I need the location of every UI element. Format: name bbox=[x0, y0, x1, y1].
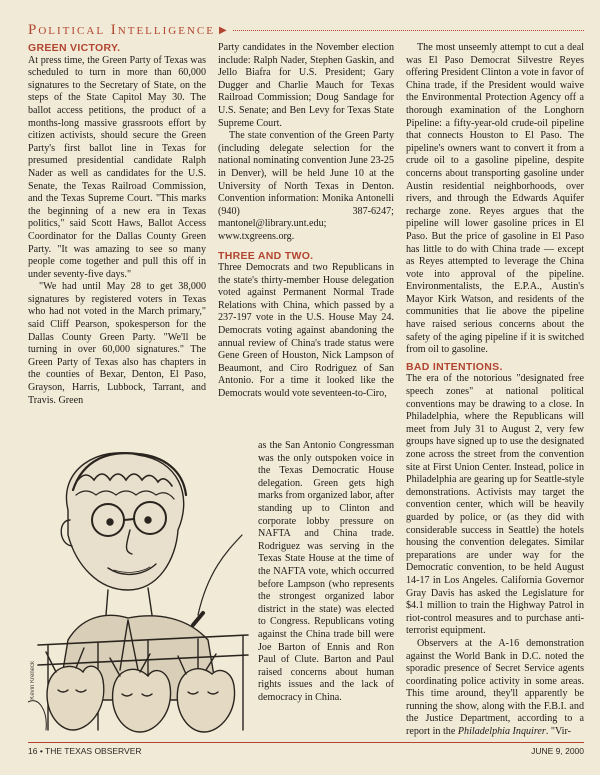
folio: 16 • THE TEXAS OBSERVER bbox=[28, 746, 142, 756]
paragraph: The state convention of the Green Party (including delegate selection for the national nominating convention June 23-25 in Denver), will be held June 10 at the University of North Texas in Denton. Convention information: Monika Antonelli (940) 387-6247; mantonel@library.unt.edu; www.txgreens.org. bbox=[218, 130, 394, 242]
caricature-illustration bbox=[28, 440, 254, 740]
column-3 bbox=[406, 42, 584, 739]
paragraph: as the San Antonio Congressman was the only outspoken voice in the Texas Democratic House delegation. Green gets high marks from organized labor, after standing up to Clinton and corporate lobby pressure on NAFTA and China trade. Rodriguez was serving in the Texas State House at the time of the NAFTA vote, which occurred before Lampson (who represents the strongest organized labor district in the state) was elected to Congress. Republicans voting against the China trade bill were Joe Barton of Ennis and Ron Paul of Clute. Barton and Paul raised concerns about human rights issues and the lack of democracy in China. bbox=[258, 440, 394, 703]
header-rule bbox=[233, 30, 584, 31]
paragraph-text: Observers at the A-16 demonstration against the World Bank in D.C. noted the sporadic presence of Secret Service agents coordinating police activity in some areas. This time around, they'll apparently be running the show, along with the F.B.I. and the Justice Department, according to a report in the bbox=[406, 637, 584, 738]
subhead-green-victory: GREEN VICTORY. bbox=[28, 42, 121, 54]
paragraph: At press time, the Green Party of Texas was scheduled to turn in more than 60,000 signatures to the Secretary of State, on the steps of the State Capitol May 30. The ballot access petitions, the product of a months-long massive grassroots effort by citizen activists, should secure the Green Party's first ballot line in Texas for presumed presidential candidate Ralph Nader as well as candidates for the U.S. Senate, the Texas Railroad Commission, and the Texas Supreme Court. "This marks the beginning of a new era in Texas politics," said Scott Haws, Ballot Access Coordinator for the Dallas County Green Party. "It was amazing to see so many people come together and pull this off in under seventy-five days." bbox=[28, 54, 206, 280]
page-footer bbox=[28, 742, 584, 756]
paragraph: "We had until May 28 to get 38,000 signatures by registered voters in Texas who had not voted in the March primary," said Cliff Pearson, spokesperson for the Dallas County Green Party. "We'll be turning in over 60,000 signatures." The Green Party of Texas also has chapters in the counties of Bexar, Denton, El Paso, Grayson, Harris, Lubbock, Tarrant, and Travis. Green bbox=[28, 281, 206, 406]
subhead-bad-intentions: BAD INTENTIONS. bbox=[406, 360, 503, 373]
column-1 bbox=[28, 42, 206, 407]
paragraph: The most unseemly attempt to cut a deal was El Paso Democrat Silvestre Reyes offering President Clinton a vote in favor of China trade, if the President would waive the Environmental Protection Agency off a thorough examination of the Longhorn Pipeline: a fifty-year-old crude-oil pipeline that connects Houston to El Paso. The pipeline's owners want to convert it from a crude oil to a gasoline pipeline, despite concerns about transporting gasoline under Austin residential neighborhoods, over rivers, and through the Edwards Aquifer recharge zone. Reyes argues that the pipeline will lower gasoline prices in El Paso. But the price of gasoline in El Paso has little to do with China trade — except as Reyes attempted to leverage the China vote into approval of the pipeline. Environmentalists, the E.P.A., Austin's Mayor Kirk Watson, and residents of the communities that lie above the pipeline have raised serious concerns about the safety of the aging pipeline if it is switched from oil to gasoline. bbox=[406, 42, 584, 356]
column-2-continued bbox=[258, 440, 394, 704]
caricature-drawing bbox=[28, 440, 254, 740]
artist-credit: Kevin Kreneck bbox=[30, 661, 36, 700]
issue-date: JUNE 9, 2000 bbox=[531, 746, 584, 756]
section-title: Political Intelligence bbox=[28, 21, 215, 38]
subhead-three-and-two: THREE AND TWO. bbox=[218, 249, 314, 262]
paragraph: The era of the notorious "designated free speech zones" at national political conventions may be drawing to a close. In Philadelphia, where the Republicans will meet from July 31 to August 2, very few groups have signed up to use the designated zone across the street from the convention site at First Union Center. Instead, police in Philadelphia are gearing up for Seattle-style demonstrations. Activists may target the convention center, which will be heavily guarded by police, or (as they did with considerable success in Seattle) the hotels housing the convention delegates. Similar preparations are under way for the Democratic convention, to be held August 14-17 in Los Angeles. California Governor Gray Davis has asked the Legislature for $4.1 million to train the Highway Patrol in riot-control measures and to purchase anti-terrorist equipment. bbox=[406, 373, 584, 637]
arrow-right-icon: ▶ bbox=[218, 24, 227, 36]
paragraph: Party candidates in the November election include: Ralph Nader, Stephen Gaskin, and Jello Biafra for U.S. President; Gary Dugger and Charlie Mauch for Texas Railroad Commission; Doug Sandage for U.S. Senate; and Ben Levy for Texas State Supreme Court. bbox=[218, 42, 394, 129]
newspaper-name: Philadelphia Inquirer bbox=[457, 726, 546, 738]
paragraph-text: . "Vir- bbox=[545, 726, 571, 738]
section-header bbox=[28, 20, 584, 40]
column-2 bbox=[218, 42, 394, 401]
paragraph bbox=[406, 638, 584, 739]
paragraph: Three Democrats and two Republicans in the state's thirty-member House delegation voted against Permanent Normal Trade Relations with China, which passed by a 237-197 vote in the U.S. House May 24. Democrats voting against abandoning the annual review of China's trade status were Gene Green of Houston, Nick Lampson of Beaumont, and Ciro Rodriguez of San Antonio. For a time it looked like the Democrats would vote seventeen-to-Ciro, bbox=[218, 262, 394, 400]
